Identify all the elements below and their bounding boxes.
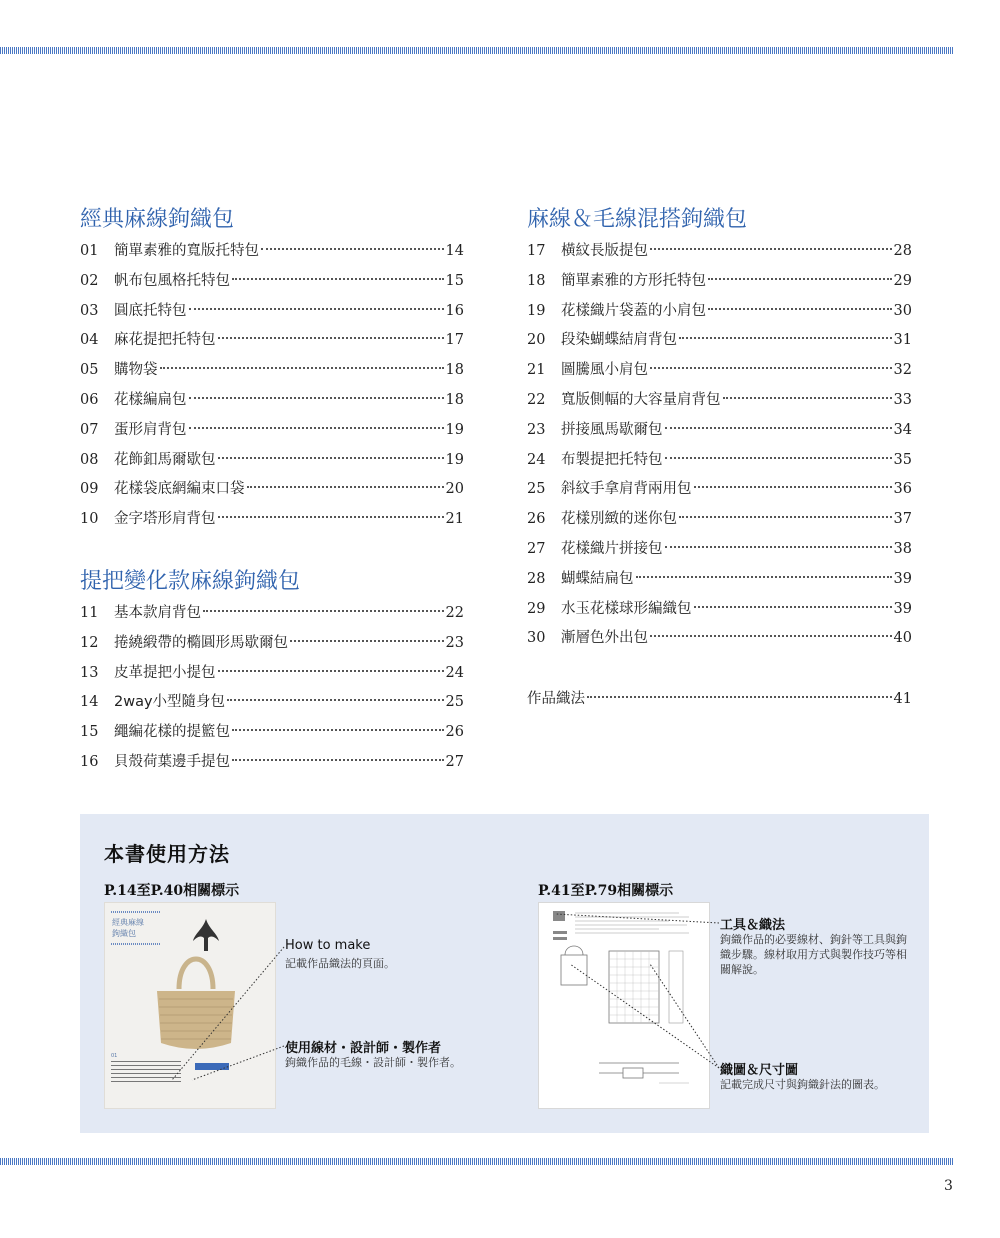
toc-entry[interactable] <box>527 624 912 654</box>
toc-entry-title: 斜紋手拿肩背兩用包 <box>561 481 692 498</box>
toc-entry-title: 圓底托特包 <box>114 302 187 319</box>
toc-entry[interactable] <box>527 505 912 535</box>
toc-leader-dots <box>708 278 892 280</box>
toc-entry-number: 28 <box>527 570 546 587</box>
toc-leader-dots <box>247 486 444 488</box>
toc-entry-page: 35 <box>893 451 912 468</box>
top-decorative-rule <box>0 47 953 54</box>
toc-entry-page: 19 <box>445 421 464 438</box>
toc-entry-number: 19 <box>527 302 546 319</box>
toc-entry-title: 花樣織片袋蓋的小肩包 <box>561 302 706 319</box>
toc-leader-dots <box>218 337 444 339</box>
toc-entry[interactable] <box>80 446 464 476</box>
toc-entry-number: 29 <box>527 600 546 617</box>
toc-entry[interactable] <box>80 326 464 356</box>
toc-entry-title: 捲繞緞帶的橢圓形馬歇爾包 <box>114 634 288 651</box>
toc-entry[interactable] <box>80 748 464 778</box>
toc-entry-number: 07 <box>80 421 99 438</box>
toc-leader-dots <box>650 635 892 637</box>
callout-diagram-desc: 記載完成尺寸與鉤織針法的圖表。 <box>720 1078 885 1091</box>
mini-rule <box>111 911 161 913</box>
toc-entry-number: 16 <box>80 753 99 770</box>
toc-leader-dots <box>232 759 444 761</box>
toc-entry-number: 05 <box>80 362 99 379</box>
toc-entry-number: 10 <box>80 511 99 528</box>
toc-entry-title: 漸層色外出包 <box>561 630 648 647</box>
toc-entry[interactable] <box>80 599 464 629</box>
toc-entry-title: 花樣織片拼接包 <box>561 540 663 557</box>
toc-entry-number: 01 <box>80 243 99 259</box>
toc-entry-title: 貝殼荷葉邊手提包 <box>114 753 230 770</box>
toc-entry-number: 08 <box>80 451 99 468</box>
toc-entry[interactable] <box>80 237 464 267</box>
toc-entry-number: 13 <box>80 664 99 681</box>
toc-entry-page: 22 <box>445 604 464 621</box>
toc-entry-number: 27 <box>527 540 546 557</box>
toc-entry-number: 18 <box>527 272 546 289</box>
toc-leader-dots <box>189 308 444 310</box>
right-example-label: P.41至P.79相關標示 <box>538 883 674 899</box>
toc-entry[interactable] <box>80 688 464 718</box>
toc-entry-page: 19 <box>445 451 464 468</box>
toc-entry-page: 25 <box>445 694 464 711</box>
toc-entry-number: 03 <box>80 302 99 319</box>
toc-entry-page: 27 <box>445 753 464 770</box>
toc-entry[interactable] <box>527 267 912 297</box>
crochet-chart-diagram <box>539 903 711 1110</box>
toc-entry-number: 24 <box>527 451 546 468</box>
toc-entry-page: 34 <box>893 421 912 438</box>
toc-entry[interactable] <box>527 326 912 356</box>
toc-entry-page: 28 <box>893 243 912 259</box>
callout-diagram-title: 織圖＆尺寸圖 <box>720 1063 799 1078</box>
bottom-decorative-rule <box>0 1158 953 1165</box>
toc-leader-dots <box>650 367 892 369</box>
toc-entry-page: 40 <box>893 630 912 647</box>
toc-entry-title: 麻花提把托特包 <box>114 332 216 349</box>
toc-leader-dots <box>665 427 892 429</box>
jute-bag-image <box>151 939 241 1059</box>
toc-leader-dots <box>160 367 444 369</box>
toc-entry-number: 17 <box>527 243 546 259</box>
toc-entry[interactable] <box>527 535 912 565</box>
toc-entry-number: 26 <box>527 511 546 528</box>
toc-entry-title: 購物袋 <box>114 362 158 379</box>
toc-entry-number: 23 <box>527 421 546 438</box>
toc-entry-page: 39 <box>893 600 912 617</box>
toc-entry[interactable] <box>80 475 464 505</box>
toc-entry-page: 18 <box>445 391 464 408</box>
sample-page-thumbnail-left <box>104 902 276 1109</box>
toc-entry-title: 簡單素雅的寬版托特包 <box>114 243 259 259</box>
toc-list-classic <box>80 237 464 535</box>
how-to-use-panel <box>80 814 929 1133</box>
toc-entry[interactable] <box>80 267 464 297</box>
toc-appendix-row[interactable] <box>527 685 912 715</box>
toc-entry-title: 基本款肩背包 <box>114 604 201 621</box>
toc-entry[interactable] <box>527 386 912 416</box>
toc-leader-dots <box>708 308 892 310</box>
toc-entry-page: 14 <box>445 243 464 259</box>
toc-entry[interactable] <box>80 659 464 689</box>
toc-entry-page: 29 <box>893 272 912 289</box>
toc-leader-dots <box>665 546 892 548</box>
toc-entry-title: 花飾釦馬爾歇包 <box>114 451 216 468</box>
toc-leader-dots <box>679 337 892 339</box>
toc-entry-page: 39 <box>893 570 912 587</box>
toc-entry-title: 簡單素雅的方形托特包 <box>561 272 706 289</box>
mini-caption: 01 <box>111 1053 118 1059</box>
callout-how-to-make-title: How to make <box>285 938 371 953</box>
toc-entry-page: 36 <box>893 481 912 498</box>
page-number: 3 <box>944 1178 953 1194</box>
toc-entry-number: 15 <box>80 724 99 741</box>
toc-entry[interactable] <box>80 629 464 659</box>
toc-entry-title: 花樣袋底網編束口袋 <box>114 481 245 498</box>
toc-entry-number: 25 <box>527 481 546 498</box>
toc-entry-title: 橫紋長版提包 <box>561 243 648 259</box>
toc-entry-title: 布製提把托特包 <box>561 451 663 468</box>
toc-entry-number: 11 <box>80 604 99 621</box>
toc-leader-dots <box>232 278 444 280</box>
toc-leader-dots <box>587 696 892 698</box>
toc-entry-page: 38 <box>893 540 912 557</box>
toc-entry[interactable] <box>527 356 912 386</box>
toc-entry[interactable] <box>527 565 912 595</box>
toc-entry[interactable] <box>527 416 912 446</box>
toc-entry-number: 30 <box>527 630 546 647</box>
toc-entry-page: 21 <box>445 511 464 528</box>
toc-entry-number: 21 <box>527 362 546 379</box>
toc-entry-title: 皮革提把小提包 <box>114 664 216 681</box>
toc-entry-title: 蝴蝶結扁包 <box>561 570 634 587</box>
toc-entry-title: 花樣編扁包 <box>114 391 187 408</box>
toc-entry-title: 2way小型隨身包 <box>114 694 226 711</box>
toc-entry-title: 金字塔形肩背包 <box>114 511 216 528</box>
toc-entry[interactable] <box>80 718 464 748</box>
toc-entry[interactable] <box>527 237 912 267</box>
toc-entry-number: 20 <box>527 332 546 349</box>
toc-entry-page: 32 <box>893 362 912 379</box>
toc-leader-dots <box>290 640 444 642</box>
toc-entry-page: 30 <box>893 302 912 319</box>
toc-entry[interactable] <box>80 297 464 327</box>
toc-list-handles <box>80 599 464 778</box>
mini-body-text <box>111 1061 181 1085</box>
how-to-use-title: 本書使用方法 <box>104 842 230 866</box>
toc-entry-title: 寬版側幅的大容量肩背包 <box>561 391 721 408</box>
mini-section-heading: 經典麻線 鉤織包 <box>112 918 144 938</box>
toc-entry-page: 20 <box>445 481 464 498</box>
toc-entry-page: 33 <box>893 391 912 408</box>
toc-entry-page: 26 <box>445 724 464 741</box>
toc-entry-title: 蛋形肩背包 <box>114 421 187 438</box>
toc-entry-title: 圖騰風小肩包 <box>561 362 648 379</box>
toc-leader-dots <box>665 457 892 459</box>
section-title-handles: 提把變化款麻線鉤織包 <box>80 568 301 594</box>
toc-entry-page: 31 <box>893 332 912 349</box>
toc-leader-dots <box>203 610 444 612</box>
toc-entry-page: 16 <box>445 302 464 319</box>
section-title-classic: 經典麻線鉤織包 <box>80 207 235 232</box>
callout-how-to-make-desc: 記載作品織法的頁面。 <box>285 957 395 970</box>
toc-leader-dots <box>227 699 443 701</box>
toc-entry-number: 22 <box>527 391 546 408</box>
toc-leader-dots <box>261 248 444 250</box>
toc-entry-number: 02 <box>80 272 99 289</box>
toc-entry-number: 12 <box>80 634 99 651</box>
toc-leader-dots <box>694 606 892 608</box>
toc-entry-page: 24 <box>445 664 464 681</box>
toc-entry-number: 06 <box>80 391 99 408</box>
toc-entry-title: 水玉花樣球形編織包 <box>561 600 692 617</box>
toc-leader-dots <box>218 457 444 459</box>
toc-right-column <box>527 205 912 715</box>
callout-tools-title: 工具＆織法 <box>720 918 786 933</box>
toc-entry-title: 段染蝴蝶結肩背包 <box>561 332 677 349</box>
toc-appendix-page: 41 <box>893 691 912 708</box>
toc-leader-dots <box>636 576 892 578</box>
left-example-label: P.14至P.40相關標示 <box>104 883 240 899</box>
toc-leader-dots <box>679 516 892 518</box>
toc-entry-title: 帆布包風格托特包 <box>114 272 230 289</box>
toc-leader-dots <box>189 427 444 429</box>
toc-leader-dots <box>218 516 444 518</box>
toc-list-mixed <box>527 237 912 654</box>
toc-leader-dots <box>189 397 444 399</box>
toc-entry-page: 23 <box>445 634 464 651</box>
toc-entry-title: 花樣別緻的迷你包 <box>561 511 677 528</box>
section-title-mixed: 麻線＆毛線混搭鉤織包 <box>527 207 748 232</box>
toc-appendix-title: 作品織法 <box>527 691 585 708</box>
toc-entry-page: 15 <box>445 272 464 289</box>
toc-entry-page: 37 <box>893 511 912 528</box>
toc-entry[interactable] <box>80 505 464 535</box>
toc-entry[interactable] <box>80 386 464 416</box>
how-to-make-tag <box>195 1063 229 1070</box>
callout-materials-title: 使用線材・設計師・製作者 <box>285 1041 442 1056</box>
toc-entry[interactable] <box>527 446 912 476</box>
toc-entry[interactable] <box>80 356 464 386</box>
toc-entry-number: 14 <box>80 694 99 711</box>
toc-entry[interactable] <box>527 297 912 327</box>
callout-tools-desc: 鉤織作品的必要線材、鉤針等工具與鉤織步驟。線材取用方式與製作技巧等相關解說。 <box>720 933 907 976</box>
toc-entry-title: 拼接風馬歇爾包 <box>561 421 663 438</box>
sample-page-thumbnail-right <box>538 902 710 1109</box>
toc-entry-number: 09 <box>80 481 99 498</box>
toc-leader-dots <box>232 729 444 731</box>
toc-leader-dots <box>650 248 892 250</box>
toc-entry-page: 17 <box>445 332 464 349</box>
toc-left-column <box>80 205 464 778</box>
toc-entry[interactable] <box>527 595 912 625</box>
toc-leader-dots <box>694 486 892 488</box>
toc-entry-title: 繩編花樣的提籃包 <box>114 724 230 741</box>
callout-materials-desc: 鉤織作品的毛線・設計師・製作者。 <box>285 1056 461 1069</box>
toc-entry[interactable] <box>527 475 912 505</box>
toc-entry[interactable] <box>80 416 464 446</box>
toc-entry-number: 04 <box>80 332 99 349</box>
toc-leader-dots <box>723 397 892 399</box>
toc-entry-page: 18 <box>445 362 464 379</box>
toc-leader-dots <box>218 670 444 672</box>
